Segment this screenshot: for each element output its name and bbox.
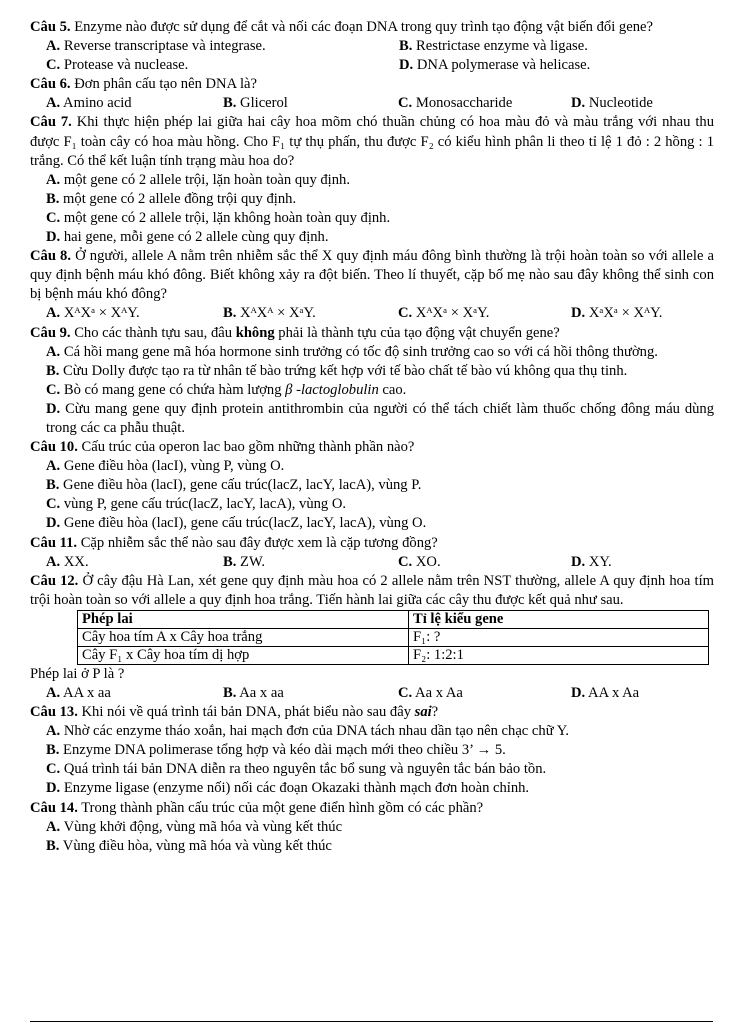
option-a[interactable] [46, 94, 223, 113]
question-6 [30, 75, 714, 94]
text-fragment: một gene có 2 allele trội, lặn không hoàn toàn quy định. [63, 209, 391, 226]
option-b[interactable] [399, 37, 588, 56]
text-fragment: Gene điều hòa (lacI), gene cấu trúc(lacZ, lacY, lacA), vùng O. [63, 515, 427, 532]
question-12 [30, 572, 714, 610]
option-c[interactable] [30, 495, 714, 514]
text-fragment: ? [431, 704, 439, 721]
text-fragment: XX. [63, 553, 89, 570]
text-fragment: C. [46, 761, 61, 778]
text-fragment: Câu 13. [30, 704, 78, 721]
table-cell: Cây F₁ x Cây hoa tím dị hợp [78, 646, 409, 664]
text-fragment: B. [223, 685, 237, 701]
option-c[interactable] [30, 209, 714, 228]
text-fragment: Quá trình tái bản DNA diễn ra theo nguyên tắc bổ sung và nguyên tắc bán bảo tồn. [63, 761, 547, 778]
text-fragment: Aa x aa [239, 685, 284, 701]
text-fragment: ZW. [240, 553, 266, 570]
options-row [30, 553, 714, 572]
question-11 [30, 534, 714, 553]
text-fragment: A. [46, 723, 61, 740]
text-fragment: C. [398, 553, 413, 570]
table-row [78, 628, 709, 646]
option-b[interactable] [30, 741, 714, 760]
option-d[interactable] [30, 400, 714, 438]
text-fragment: AA x Aa [588, 685, 640, 701]
table-header: Phép lai [82, 610, 133, 627]
option-a[interactable] [46, 553, 223, 572]
text-fragment: A. [46, 38, 61, 55]
text-fragment: Reverse transcriptase và integrase. [63, 38, 266, 55]
text-fragment: C. [398, 95, 413, 112]
option-c[interactable] [398, 684, 571, 703]
text-fragment: D. [571, 553, 586, 570]
text-fragment: phải là thành tựu của tạo động vật chuyển gene? [274, 324, 560, 341]
text-fragment: DNA polymerase và helicase. [416, 57, 591, 74]
text-fragment: Câu 7. [30, 114, 72, 131]
question-5 [30, 18, 714, 37]
text-fragment: C. [46, 209, 61, 226]
options-row [30, 304, 714, 323]
text-fragment: D. [399, 57, 414, 74]
option-d[interactable] [571, 304, 662, 323]
option-b[interactable] [30, 190, 714, 209]
text-fragment: Câu 6. [30, 76, 71, 93]
text-fragment: Nucleotide [588, 95, 653, 112]
text-fragment: Restrictase enzyme và ligase. [416, 38, 588, 55]
text-fragment: B. [46, 837, 60, 854]
text-fragment: một gene có 2 allele đồng trội quy định. [63, 190, 297, 207]
text-fragment: Protease và nuclease. [63, 57, 189, 74]
text-fragment: D. [46, 780, 61, 797]
text-fragment: C. [46, 496, 61, 513]
option-c[interactable] [398, 304, 571, 323]
text-fragment: XᴬXᵃ × XᴬY. [63, 305, 140, 322]
text-fragment: A. [46, 343, 61, 360]
text-fragment: không [235, 324, 275, 341]
text-fragment: Câu 12. [30, 572, 79, 589]
question-prompt: Phép lai ở P là ? [30, 665, 125, 682]
text-fragment: A. [46, 685, 61, 701]
text-fragment: Câu 11. [30, 534, 78, 551]
option-d[interactable] [571, 94, 653, 113]
text-fragment: XᵃXᵃ × XᴬY. [588, 305, 663, 322]
text-fragment: Khi nói về quá trình tái bản DNA, phát biểu nào sau đây [77, 704, 415, 721]
text-fragment: Khi thực hiện phép lai giữa hai cây hoa mõm chó thuần chủng có hoa màu đỏ và màu trắng với nhau thu được F₁ toàn cây có hoa màu hồng. Cho F₁ tự thụ phấn, thu được F₂ có kiểu hình phân li theo tỉ lệ 1 đỏ : 2 hồng : 1 trắng. Có thể kết luận tính trạng màu hoa do? [30, 114, 714, 169]
question-9 [30, 324, 714, 343]
text-fragment: D. [571, 305, 586, 322]
text-fragment: Vùng khởi động, vùng mã hóa và vùng kết thúc [63, 818, 343, 835]
text-fragment: A. [46, 818, 61, 835]
text-fragment: Ở người, allele A nằm trên nhiễm sắc thể X quy định máu đông bình thường là trội hoàn toàn so với allele a quy định bệnh máu khó đông. Biết không xảy ra đột biến. Theo lí thuyết, cặp bố mẹ nào sau đây không thể sinh con bị bệnh máu khó đông? [30, 248, 715, 303]
question-number: Câu 5. [30, 19, 71, 35]
option-b[interactable] [30, 362, 714, 381]
question-10 [30, 438, 714, 457]
text-fragment: B. [223, 95, 237, 112]
question-8 [30, 247, 714, 304]
text-fragment: Câu 14. [30, 799, 78, 816]
text-fragment: C. [46, 381, 61, 398]
option-d[interactable] [571, 684, 639, 703]
text-fragment: AA x aa [63, 685, 111, 701]
text-fragment: Ở cây đậu Hà Lan, xét gene quy định màu hoa có 2 allele nằm trên NST thường, allele A quy định hoa tím trội hoàn toàn so với allele a quy định hoa trắng. Tiến hành lai giữa các cây thu được kết quả như sau. [30, 572, 714, 608]
text-fragment: A. [46, 458, 61, 475]
text-fragment: cao. [378, 381, 407, 398]
text-fragment: Glicerol [240, 95, 288, 112]
options-row [30, 684, 714, 703]
text-fragment: A. [46, 553, 61, 570]
text-fragment: Monosaccharide [415, 95, 513, 112]
option-b[interactable] [223, 553, 398, 572]
text-fragment: B. [223, 305, 237, 322]
table-cell: F₁: ? [409, 628, 709, 646]
option-c[interactable] [46, 56, 399, 75]
option-a[interactable] [46, 37, 399, 56]
question-14 [30, 799, 714, 818]
text-fragment: Cặp nhiễm sắc thể nào sau đây được xem là cặp tương đồng? [77, 534, 438, 551]
text-fragment: Câu 9. [30, 324, 71, 341]
table-row [78, 646, 709, 664]
text-fragment: một gene có 2 allele trội, lặn hoàn toàn quy định. [63, 171, 350, 188]
table-header-row [78, 610, 709, 628]
table-cell: Cây hoa tím A x Cây hoa trắng [78, 628, 409, 646]
text-fragment: sai [414, 704, 432, 721]
text-fragment: B. [46, 477, 60, 494]
text-fragment: XᴬXᴬ × XᵃY. [240, 305, 316, 322]
text-fragment: C. [398, 685, 413, 701]
text-fragment: Cấu trúc của operon lac bao gồm những thành phần nào? [77, 439, 415, 456]
text-fragment: Đơn phân cấu tạo nên DNA là? [70, 76, 257, 93]
text-fragment: vùng P, gene cấu trúc(lacZ, lacY, lacA), vùng O. [63, 496, 347, 513]
table-header: Tỉ lệ kiểu gene [413, 610, 504, 627]
option-a[interactable] [46, 684, 223, 703]
option-d[interactable] [30, 514, 714, 533]
text-fragment: D. [46, 400, 61, 417]
text-fragment: Gene điều hòa (lacI), vùng P, vùng O. [63, 458, 285, 475]
text-fragment: D. [46, 229, 61, 246]
text-fragment: Câu 10. [30, 439, 78, 456]
option-d[interactable] [399, 56, 590, 75]
text-fragment: XY. [588, 553, 612, 570]
text-fragment: C. [46, 57, 61, 74]
footer-divider [30, 1021, 713, 1022]
text-fragment: Enzyme DNA polimerase tổng hợp và kéo dài mạch mới theo chiều 3’ → 5. [63, 742, 506, 759]
text-fragment: Cừu mang gene quy định protein antithrombin của người có thể tách chiết làm thuốc chống đông máu dùng trong các ca phẫu thuật. [46, 400, 715, 436]
text-fragment: Cừu Dolly được tạo ra từ nhân tế bào trứng kết hợp với tế bào chất tế bào vú không qua thụ tinh. [63, 362, 628, 379]
option-c[interactable] [398, 553, 571, 572]
option-b[interactable] [223, 304, 398, 323]
option-c[interactable] [30, 760, 714, 779]
text-fragment: Cá hồi mang gene mã hóa hormone sinh trưởng có tốc độ sinh trưởng cao so với cá hồi thông thường. [63, 343, 658, 360]
option-a[interactable] [30, 722, 714, 741]
option-b[interactable] [223, 94, 398, 113]
text-fragment: B. [46, 742, 60, 759]
text-fragment: B. [46, 362, 60, 379]
option-b[interactable] [30, 837, 714, 856]
text-fragment: XᴬXᵃ × XᵃY. [415, 305, 490, 322]
option-b[interactable] [30, 476, 714, 495]
option-d[interactable] [30, 779, 714, 798]
text-fragment: Amino acid [63, 95, 132, 112]
text-fragment: D. [46, 515, 61, 532]
option-a[interactable] [30, 343, 714, 362]
option-a[interactable] [30, 457, 714, 476]
text-fragment: β -lactoglobulin [285, 381, 379, 398]
text-fragment: A. [46, 171, 61, 188]
text-fragment: Câu 8. [30, 248, 72, 265]
text-fragment: A. [46, 95, 61, 112]
text-fragment: C. [398, 305, 413, 322]
text-fragment: Vùng điều hòa, vùng mã hóa và vùng kết thúc [62, 837, 332, 854]
text-fragment: B. [399, 38, 413, 55]
options-row [30, 37, 714, 56]
options-row [30, 56, 714, 75]
option-d[interactable] [30, 228, 714, 247]
text-fragment: Trong thành phần cấu trúc của một gene điển hình gồm có các phần? [77, 799, 484, 816]
question-text: Enzyme nào được sử dụng để cắt và nối các đoạn DNA trong quy trình tạo động vật biến đổi gene? [70, 19, 653, 35]
option-c[interactable] [30, 381, 714, 400]
text-fragment: Aa x Aa [415, 685, 463, 701]
text-fragment: Gene điều hòa (lacI), gene cấu trúc(lacZ, lacY, lacA), vùng P. [63, 477, 422, 494]
table-cell: F₂: 1:2:1 [409, 646, 709, 664]
cross-table [77, 610, 709, 665]
text-fragment: A. [46, 305, 61, 322]
text-fragment: Nhờ các enzyme tháo xoắn, hai mạch đơn của DNA tách nhau dần tạo nên chạc chữ Y. [63, 723, 570, 740]
text-fragment: XO. [415, 553, 441, 570]
text-fragment: Cho các thành tựu sau, đâu [70, 324, 236, 341]
text-fragment: B. [46, 190, 60, 207]
question-7 [30, 113, 714, 170]
text-fragment: Enzyme ligase (enzyme nối) nối các đoạn Okazaki thành mạch đơn hoàn chỉnh. [63, 780, 530, 797]
option-a[interactable] [30, 818, 714, 837]
option-d[interactable] [571, 553, 612, 572]
text-fragment: hai gene, mỗi gene có 2 allele cùng quy định. [63, 229, 329, 246]
option-b[interactable] [223, 684, 398, 703]
question-13 [30, 703, 714, 722]
exam-page [30, 18, 714, 856]
text-fragment: Bò có mang gene có chứa hàm lượng [63, 381, 286, 398]
options-row [30, 94, 714, 113]
option-c[interactable] [398, 94, 571, 113]
option-a[interactable] [30, 171, 714, 190]
text-fragment: D. [571, 95, 586, 112]
text-fragment: B. [223, 553, 237, 570]
option-a[interactable] [46, 304, 223, 323]
text-fragment: D. [571, 685, 586, 701]
